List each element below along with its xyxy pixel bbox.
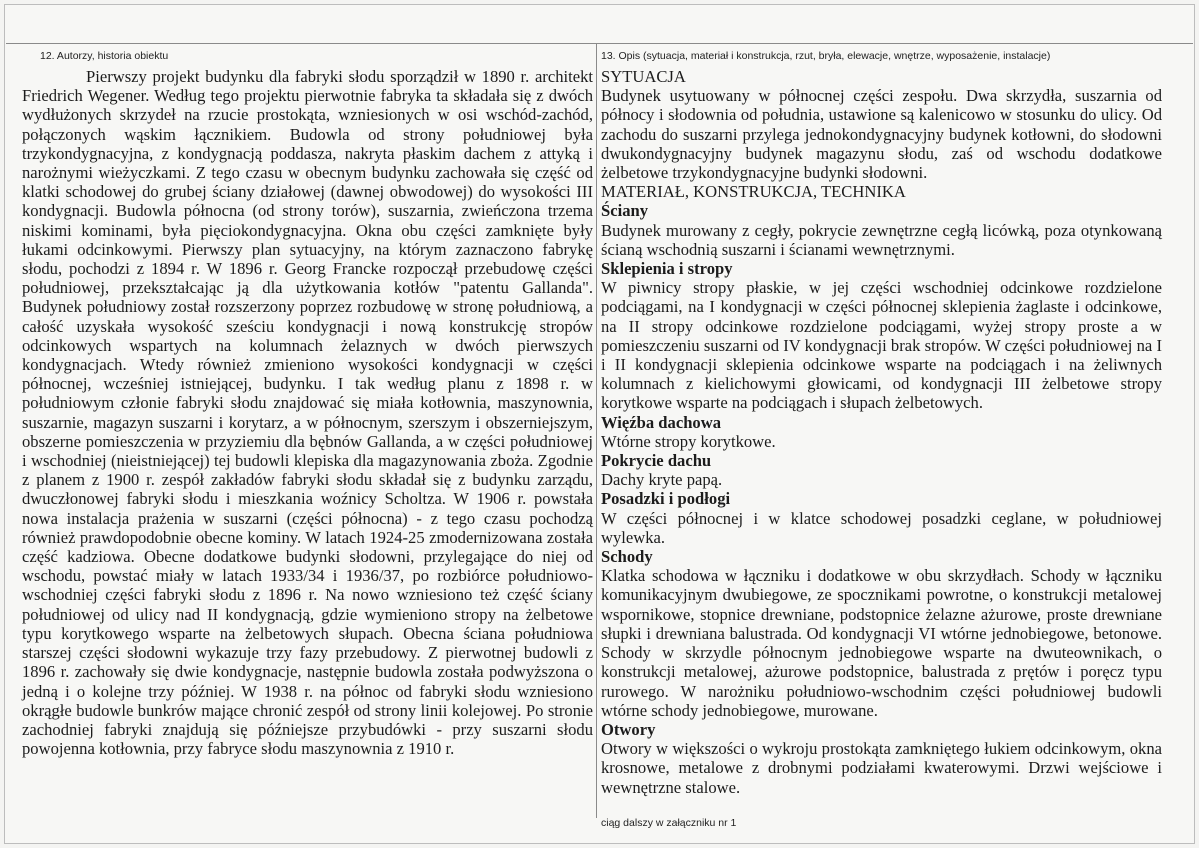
otwory-text: Otwory w większości o wykroju prostokąta zamkniętego łukiem odcinkowym, okna krosnowe, metalowe z drobnymi podziałami kwaterowymi. Drzwi wejściowe i wewnętrzne stalowe. [601,739,1162,797]
description-text-block [601,67,1162,797]
sklepienia-heading: Sklepienia i stropy [601,259,733,279]
sciany-heading: Ściany [601,201,649,221]
wiezba-heading: Więźba dachowa [601,412,722,432]
history-paragraph: Pierwszy projekt budynku dla fabryki słodu sporządził w 1890 r. architekt Friedrich Wegener. Według tego projektu pierwotnie fabryka ta składała się z dwóch wydłużonych skrzydeł na rzucie prostokąta, wzniesionych w osi wschód-zachód, połączonych wąskim łącznikiem. Budowla od strony południowej była trzykondygnacyjna, z kondygnacją poddasza, nakryta płaskim dachem z attyką i narożnymi wieżyczkami. Z tego czasu w obecnym budynku zachowała się część od klatki schodowej do grubej ściany działowej (dawnej obwodowej) do wysokości III kondygnacji. Budowla północna (od strony torów), suszarnia, zwieńczona trzema niskimi kominami, była pięciokondygnacyjna. Okna obu części zamknięte były łukami odcinkowymi. Pierwszy plan sytuacyjny, na którym zaznaczono fabrykę słodu, pochodzi z 1894 r. W 1896 r. Georg Francke rozpoczął przebudowę części południowej, przekształcając ją dla użytkowania kotłów "patentu Gallanda". Budynek południowy został rozszerzony poprzez rozbudowę w stronę południową, a całość uzyskała wysokość sześciu kondygnacji i nową konstrukcję stropów odcinkowych wspartych na kolumnach żelaznych w dwóch pierwszych kondygnacjach. Wtedy również zmieniono wysokości kondygnacji w części północnej, wcześniej istniejącej, budynku. I tak według planu z 1898 r. w południowym członie fabryki słodu znajdować się miała kotłownia, maszynownia, suszarnie, magazyn suszarni i korytarz, a w północnym, szerszym i obszerniejszym, obszerne pomieszczenia w przyziemiu dla bębnów Gallanda, a w części południowej i wschodniej (nieistniejącej) tej budowli klepiska dla magazynowania zboża. Zgodnie z planem z 1900 r. zespół zakładów fabryki słodu składał się z budynku zarządu, dwuczłonowej fabryki słodu i mieszkania woźnicy Scholtza. W 1906 r. powstała nowa instalacja prażenia w suszarni (części północna) - z tego czasu pochodzą również prawdopodobnie obecne kominy. W latach 1924-25 zmodernizowana została część kadziowa. Obecne dodatkowe budynki słodowni, przylegające do niej od wschodu, powstać miały w latach 1933/34 i 1936/37, po rozbiórce południowo- wschodniej części fabryki słodu z 1896 r. Na nowo wzniesiono też część ściany południowej od ulicy nad II kondygnacją, gdzie wymieniono stropy na żelbetowe typu korytkowego wsparte na żelbetowych słupach. Obecna ściana południowa starszej części słodowni wykazuje trzy fazy przebudowy. Z pierwotnej budowli z 1896 r. zachowały się dwie kondygnacje, następnie budowla została podwyższona o jedną i o kolejne trzy później. W 1938 r. na północ od fabryki słodu wzniesiono okrągłe budowle bunkrów mające chronić zespół od strony linii kolejowej. Po stronie zachodniej fabryki znajdują się późniejsze przybudówki - przy suszarni słodu powojenna kotłownia, przy fabryce słodu maszynownia z 1910 r. [22,67,593,759]
wiezba-text: Wtórne stropy korytkowe. [601,431,776,451]
section-13-label: 13. Opis (sytuacja, materiał i konstrukcja, rzut, bryła, elewacje, wnętrze, wyposażenie, instalacje) [601,50,1051,62]
schody-text: Klatka schodowa w łączniku i dodatkowe w obu skrzydłach. Schody w łączniku komunikacyjnym dwubiegowe, ze spocznikami powrotne, o konstrukcji metalowej wspornikowe, stopnice drewniane, podstopnice żelazne ażurowe, proste drewniane słupki i drewniana balustrada. Od kondygnacji VI wtórne jednobiegowe, betonowe. Schody w skrzydle północnym jednobiegowe wsparte na dwuteownikach, o konstrukcji metalowej, ażurowe podstopnice, balustrada z prętów i poręcz typu rurowego. W narożniku południowo-wschodnim części południowej budowli wtórne schody jednobiegowe, murowane. [601,566,1162,720]
history-text-block [22,67,593,758]
material-heading: MATERIAŁ, KONSTRUKCJA, TECHNIKA [601,182,906,202]
pokrycie-text: Dachy kryte papą. [601,470,723,490]
pokrycie-heading: Pokrycie dachu [601,451,712,471]
sciany-text: Budynek murowany z cegły, pokrycie zewnętrzne cegłą licówką, poza otynkowaną ścianą wschodnią suszarni i ścianami wewnętrznymi. [601,220,1162,259]
posadzki-heading: Posadzki i podłogi [601,489,731,509]
posadzki-text: W części północnej i w klatce schodowej posadzki ceglane, w południowej wylewka. [601,508,1162,547]
left-header-rule [6,43,596,44]
section-12-label: 12. Autorzy, historia obiektu [40,50,169,62]
otwory-heading: Otwory [601,719,656,739]
sklepienia-text: W piwnicy stropy płaskie, w jej części wschodniej odcinkowe rozdzielone podciągami, na I kondygnacji w części północnej sklepienia żaglaste i odcinkowe, na II stropy odcinkowe rozdzielone podciągami, wyżej stropy proste a w pomieszczeniu suszarni od IV kondygnacji brak stropów. W części południowej na I i II kondygnacji sklepienia odcinkowe wsparte na podciągach i na żeliwnych kolumnach z kielichowymi głowicami, od kondygnacji III żelbetowe stropy korytkowe wsparte na podciągach i słupach żelbetowych. [601,278,1162,413]
right-header-rule [597,43,1193,44]
sytuacja-text: Budynek usytuowany w północnej części zespołu. Dwa skrzydła, suszarnia od północy i słodownia od południa, ustawione są kalenicowo w stosunku do ulicy. Od zachodu do suszarni przylega jednokondygnacyjny budynek kotłowni, do słodowni dwukondygnacyjny budynek magazynu słodu, zaś od wschodu dodatkowe żelbetowe trzykondygnacyjne budynki słodowni. [601,86,1162,183]
sytuacja-heading: SYTUACJA [601,67,686,86]
continuation-note: ciąg dalszy w załączniku nr 1 [601,817,737,829]
column-divider [596,43,597,818]
schody-heading: Schody [601,547,653,567]
